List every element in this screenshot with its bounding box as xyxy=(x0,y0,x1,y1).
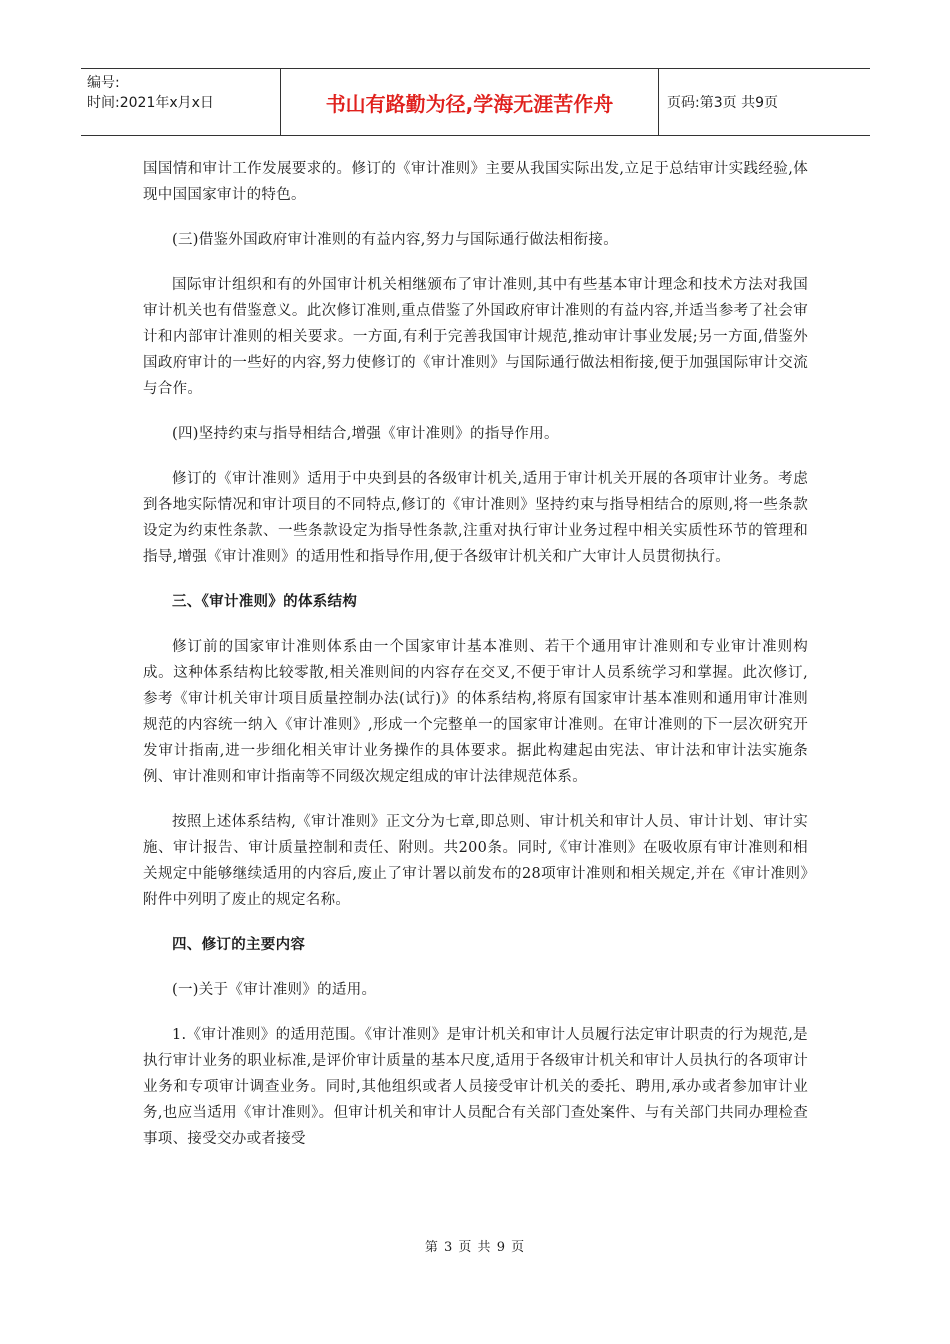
section-heading: 四、修订的主要内容 xyxy=(172,937,306,953)
page-footer xyxy=(0,1236,950,1255)
body-paragraph: (四)坚持约束与指导相结合,增强《审计准则》的指导作用。 xyxy=(172,426,559,442)
body-paragraph: 修订的《审计准则》适用于中央到县的各级审计机关,适用于审计机关开展的各项审计业务。考虑到各地实际情况和审计项目的不同特点,修订的《审计准则》坚持约束与指导相结合的原则,将一些条款设定为约束性条款、一些条款设定为指导性条款,注重对执行审计业务过程中相关实质性环节的管理和指导,增强《审计准则》的适用性和指导作用,便于各级审计机关和广大审计人员贯彻执行。 xyxy=(143,471,808,565)
body-paragraph: 按照上述体系结构,《审计准则》正文分为七章,即总则、审计机关和审计人员、审计计划、审计实施、审计报告、审计质量控制和责任、附则。共200条。同时,《审计准则》在吸收原有审计准则和相关规定中能够继续适用的内容后,废止了审计署以前发布的28项审计准则和相关规定,并在《审计准则》附件中列明了废止的规定名称。 xyxy=(143,814,808,908)
body-paragraph: (一)关于《审计准则》的适用。 xyxy=(172,982,377,998)
header-meta xyxy=(81,69,281,135)
header-motto-text: 书山有路勤为径,学海无涯苦作舟 xyxy=(325,91,614,116)
body-paragraph: 1.《审计准则》的适用范围。《审计准则》是审计机关和审计人员履行法定审计职责的行为规范,是执行审计业务的职业标准,是评价审计质量的基本尺度,适用于各级审计机关和审计人员执行的各项审计业务和专项审计调查业务。同时,其他组织或者人员接受审计机关的委托、聘用,承办或者参加审计业务,也应当适用《审计准则》。但审计机关和审计人员配合有关部门查处案件、与有关部门共同办理检查事项、接受交办或者接受 xyxy=(143,1027,808,1147)
body-paragraph: 修订前的国家审计准则体系由一个国家审计基本准则、若干个通用审计准则和专业审计准则构成。这种体系结构比较零散,相关准则间的内容存在交叉,不便于审计人员系统学习和掌握。此次修订,参考《审计机关审计项目质量控制办法(试行)》的体系结构,将原有国家审计基本准则和通用审计准则规范的内容统一纳入《审计准则》,形成一个完整单一的国家审计准则。在审计准则的下一层次研究开发审计指南,进一步细化相关审计业务操作的具体要求。据此构建起由宪法、审计法和审计法实施条例、审计准则和审计指南等不同级次规定组成的审计法律规范体系。 xyxy=(143,639,808,785)
section-heading: 三、《审计准则》的体系结构 xyxy=(172,594,358,610)
body-paragraph: 国国情和审计工作发展要求的。修订的《审计准则》主要从我国实际出发,立足于总结审计实践经验,体现中国国家审计的特色。 xyxy=(143,161,808,203)
header-page-info xyxy=(659,69,870,135)
body-paragraph: 国际审计组织和有的外国审计机关相继颁布了审计准则,其中有些基本审计理念和技术方法对我国审计机关也有借鉴意义。此次修订准则,重点借鉴了外国政府审计准则的有益内容,并适当参考了社会审计和内部审计准则的相关要求。一方面,有利于完善我国审计规范,推动审计事业发展;另一方面,借鉴外国政府审计的一些好的内容,努力使修订的《审计准则》与国际通行做法相衔接,便于加强国际审计交流与合作。 xyxy=(143,277,808,397)
header-motto xyxy=(281,69,659,135)
header-page-label: 页码:第3页 共9页 xyxy=(667,95,778,111)
header-time-label: 时间:2021年x月x日 xyxy=(87,95,214,111)
body-paragraph: (三)借鉴外国政府审计准则的有益内容,努力与国际通行做法相衔接。 xyxy=(172,232,619,248)
document-body xyxy=(143,156,808,1171)
page-header xyxy=(81,68,870,136)
header-number-label: 编号: xyxy=(87,75,120,91)
footer-page-number: 第 3 页 共 9 页 xyxy=(424,1240,526,1255)
